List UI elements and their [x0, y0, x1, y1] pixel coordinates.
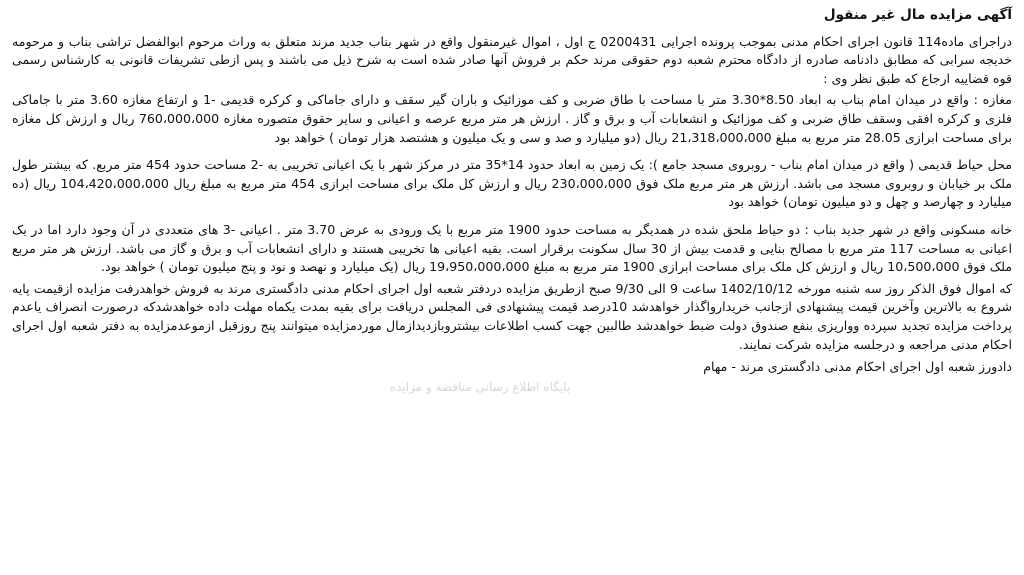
item-residential-house: خانه مسکونی واقع در شهر جدید بناب : دو حیاط ملحق شده در همدیگر به مساحت حدود 1900 متر مربع با یک ورودی به عرض 3.70 متر . اعیانی -3 های متعددی در آن وجود دارد اما در یک اعیانی به مساحت 117 متر مربع با مصالح بنایی و قدمت بیش از 30 سال سکونت برقرار است. بقیه اعیانی ها تخریبی هستند و دارای انشعابات آب و برق و گاز می باشد. ارزش هر متر مربع ملک فوق 10،500،000 ریال و ارزش کل ملک برای مساحت ابرازی 1900 متر مربع به مبلغ 19،950،000،000 ریال (یک میلیارد و نهصد و نود و پنج میلیون تومان ) خواهد بود.: [12, 221, 1013, 275]
item-old-yard: محل حیاط قدیمی ( واقع در میدان امام بناب - روبروی مسجد جامع ): یک زمین به ابعاد حدود 14*35 متر در مرکز شهر با یک اعیانی تخریبی به -2 مساحت حدود 454 متر مربع. که بیشتر طول ملک بر خیابان و روبروی مسجد می باشد. ارزش هر متر مربع ملک فوق 230،000،000 ریال و ارزش کل ملک برای مساحت ابرازی 454 متر مربع به مبلغ ریال 104،420،000،000 ریال (ده میلیارد و چهارصد و چهل و دو میلیون تومان) خواهد بود: [12, 157, 1012, 210]
notice-title: آگهی مزایده مال غیر منقول: [823, 7, 1012, 23]
notice-signature: دادورز شعبه اول اجرای احکام مدنی دادگستری مرند - مهام: [703, 359, 1012, 375]
item-shop: مغازه : واقع در میدان امام بناب به ابعاد 8.50*3.30 متر با مساحت با طاق ضربی و کف موزائیک و باران گیر سقف و دارای جاماکی و کرکره قدیمی -1 و ارتفاع مغازه 3.60 متر با جاماکی فلزی و کرکره افقی وسقف طاق ضربی و کف موزائیک و انشعابات آب و برق و گاز . ارزش هر متر مربع عرصه و اعیانی و سایر حقوق متصوره مغازه 760،000،000 ریال و ارزش کل مغازه برای مساحت ابرازی 28.05 متر مربع به مبلغ 21،318،000،000 ریال (دو میلیارد و صد و سی و یک میلیون و هشتصد هزار تومان ) خواهد بود: [12, 92, 1013, 145]
watermark-logo-text: پایگاه اطلاع رسانی مناقصه و مزایده: [389, 380, 571, 394]
auction-conditions: که اموال فوق الذکر روز سه شنبه مورخه 1402/10/12 ساعت 9 الی 9/30 صبح ازطریق مزایده دردفتر شعبه اول اجرای احکام مدنی دادگستری مرند به فروش خواهدرفت مزایده ازقیمت پایه شروع به بالاترین وآخرین قیمت پیشنهادی ازجانب خریدارواگذار خواهدشد 10درصد قیمت پیشنهادی فی المجلس دریافت برای بقیه بمدت یکماه مهلت داده خواهدشدکه درصورت انصراف یاعدم پرداخت مزایده تجدید سپرده وواریزی بنفع صندوق دولت ضبط خواهدشد طالبین جهت کسب اطلاعات بیشتروبازدیدازمال موردمزایده میتوانند پنج روزقبل ازموعدمزایده به دفتر شعبه اول اجرای احکام مدنی مراجعه و درجلسه مزایده شرکت نمایند.: [12, 280, 1013, 352]
notice-intro: دراجرای ماده114 قانون اجرای احکام مدنی بموجب پرونده اجرایی 0200431 ج اول ، اموال غیرمنقول واقع در شهر بناب جدید مرند متعلق به وراث مرحوم ابوالفضل تراشی بناب و مرحومه خدیجه سرابی که مطابق دادنامه صادره از دادگاه محترم شعبه دوم حقوقی مرند حکم بر فروش آنها صادر شده است به شرح ذیل می باشند و پس ازطی تشریفات قانونی به کارشناس رسمی قوه قضاییه ارجاع که طبق نظر وی :: [12, 33, 1012, 86]
